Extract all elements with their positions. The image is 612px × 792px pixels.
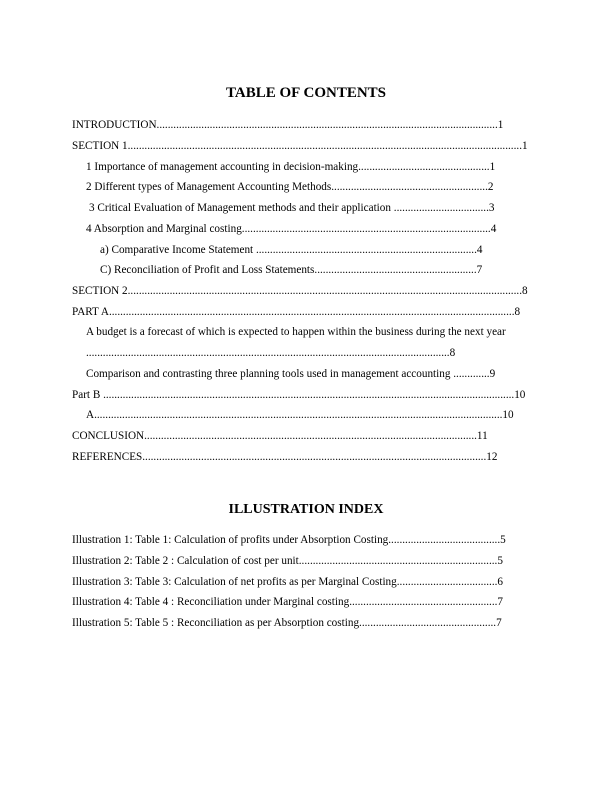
toc-entry-planning-tools: Comparison and contrasting three planning tools used in management accounting .............9 [86,368,496,380]
toc-entry-evaluation: 3 Critical Evaluation of Management methods and their application ..................................3 [89,202,495,214]
toc-entry-importance: 1 Importance of management accounting in decision-making...............................................1 [86,161,496,173]
toc-entry-budget-page: ..................................................................................................................................8 [86,347,456,359]
toc-entry-references: REFERENCES...........................................................................................................................12 [72,451,498,463]
illustration-index-title: ILLUSTRATION INDEX [228,502,384,517]
toc-entry-budget: A budget is a forecast of which is expected to happen within the business during the next year [86,326,506,338]
toc-title: TABLE OF CONTENTS [225,85,387,101]
toc-entry-a: A..................................................................................................................................................10 [86,409,514,421]
illustration-entry-5: Illustration 5: Table 5 : Reconciliation as per Absorption costing.................................................7 [72,617,502,629]
toc-entry-section-1: SECTION 1.............................................................................................................................................1 [72,140,528,152]
toc-entry-absorption: 4 Absorption and Marginal costing.........................................................................................4 [86,223,497,235]
toc-entry-part-b: Part B ...................................................................................................................................................10 [72,389,526,401]
illustration-entry-2: Illustration 2: Table 2 : Calculation of cost per unit.......................................................................5 [72,555,503,567]
illustration-entry-4: Illustration 4: Table 4 : Reconciliation under Marginal costing.....................................................7 [72,596,504,608]
toc-entry-reconciliation: C) Reconciliation of Profit and Loss Statements..........................................................7 [100,264,483,276]
toc-entry-comparative: a) Comparative Income Statement ...............................................................................4 [100,244,483,256]
toc-entry-part-a: PART A.................................................................................................................................................8 [72,306,521,318]
illustration-entry-1: Illustration 1: Table 1: Calculation of profits under Absorption Costing........................................5 [72,534,506,546]
illustration-entry-3: Illustration 3: Table 3: Calculation of net profits as per Marginal Costing....................................6 [72,576,504,588]
toc-entry-conclusion: CONCLUSION.......................................................................................................................11 [72,430,488,442]
toc-entry-types: 2 Different types of Management Accounting Methods........................................................2 [86,181,494,193]
toc-entry-introduction: INTRODUCTION..........................................................................................................................1 [72,119,504,131]
toc-entry-section-2: SECTION 2.............................................................................................................................................8 [72,285,528,297]
